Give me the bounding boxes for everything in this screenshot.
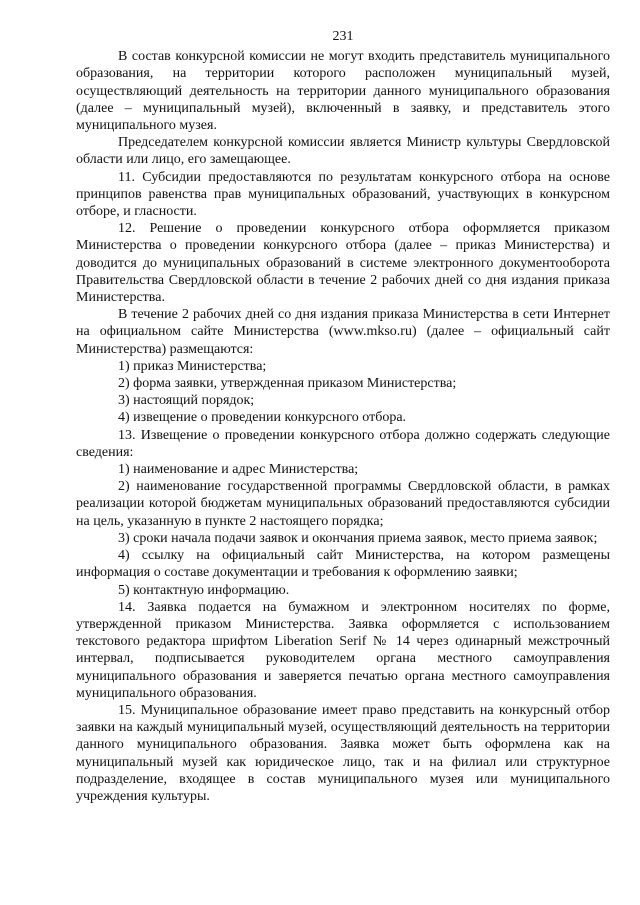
list-item-13-4: 4) ссылку на официальный сайт Министерства, на котором размещены информация о составе документации и требования к оформлению заявки; — [76, 548, 610, 581]
list-item-13-2: 2) наименование государственной программы Свердловской области, в рамках реализации которой бюджетам муниципальных образований предоставляются субсидии на цель, указанную в пункте 2 настоящего порядка; — [76, 479, 610, 529]
page-number: 231 — [332, 29, 354, 44]
paragraph-12-publication: В течение 2 рабочих дней со дня издания приказа Министерства в сети Интернет на официальном сайте Министерства (www.mkso.ru) (далее – официальный сайт Министерства) размещаются: — [76, 307, 610, 357]
paragraph-commission-composition: В состав конкурсной комиссии не могут входить представитель муниципального образования, на территории которого расположен муниципальный музей, осуществляющий деятельность на территории данного муниципального образования (далее – муниципальный музей), включенный в заявку, и представитель этого муниципального музея. — [76, 49, 610, 134]
paragraph-14: 14. Заявка подается на бумажном и электронном носителях по форме, утвержденной приказом Министерства. Заявка оформляется с использованием текстового редактора шрифтом Liberation Serif № 14 через одинарный межстрочный интервал, подписывается руководителем органа местного самоуправления муниципального образования и заверяется печатью органа местного самоуправления муниципального образования. — [76, 599, 610, 701]
paragraph-12: 12. Решение о проведении конкурсного отбора оформляется приказом Министерства о проведении конкурсного отбора (далее – приказ Министерства) и доводится до муниципальных образований в системе электронного документооборота Правительства Свердловской области в течение 2 рабочих дней со дня издания приказа Министерства. — [76, 221, 610, 306]
paragraph-11: 11. Субсидии предоставляются по результатам конкурсного отбора на основе принципов равенства прав муниципальных образований, участвующих в конкурсном отборе, и гласности. — [76, 169, 610, 220]
list-item-12-1: 1) приказ Министерства; — [118, 358, 267, 374]
list-item-12-3: 3) настоящий порядок; — [118, 393, 255, 409]
list-item-12-2: 2) форма заявки, утвержденная приказом Министерства; — [118, 376, 457, 392]
document-page — [76, 28, 610, 805]
paragraph-15: 15. Муниципальное образование имеет право представить на конкурсный отбор заявки на каждый муниципальный музей, осуществляющий деятельность на территории данного муниципального образования. Заявка может быть оформлена как на муниципальный музей как юридическое лицо, так и на филиал или структурное подразделение, входящее в состав муниципального музея или муниципального учреждения культуры. — [76, 702, 610, 804]
list-item-13-3: 3) сроки начала подачи заявок и окончания приема заявок, место приема заявок; — [118, 530, 598, 546]
list-item-13-1: 1) наименование и адрес Министерства; — [118, 462, 359, 478]
list-item-13-5: 5) контактную информацию. — [118, 582, 290, 598]
paragraph-13: 13. Извещение о проведении конкурсного отбора должно содержать следующие сведения: — [76, 427, 610, 460]
paragraph-commission-chair: Председателем конкурсной комиссии является Министр культуры Свердловской области или лицо, его замещающее. — [76, 135, 610, 168]
list-item-12-4: 4) извещение о проведении конкурсного отбора. — [118, 410, 407, 426]
